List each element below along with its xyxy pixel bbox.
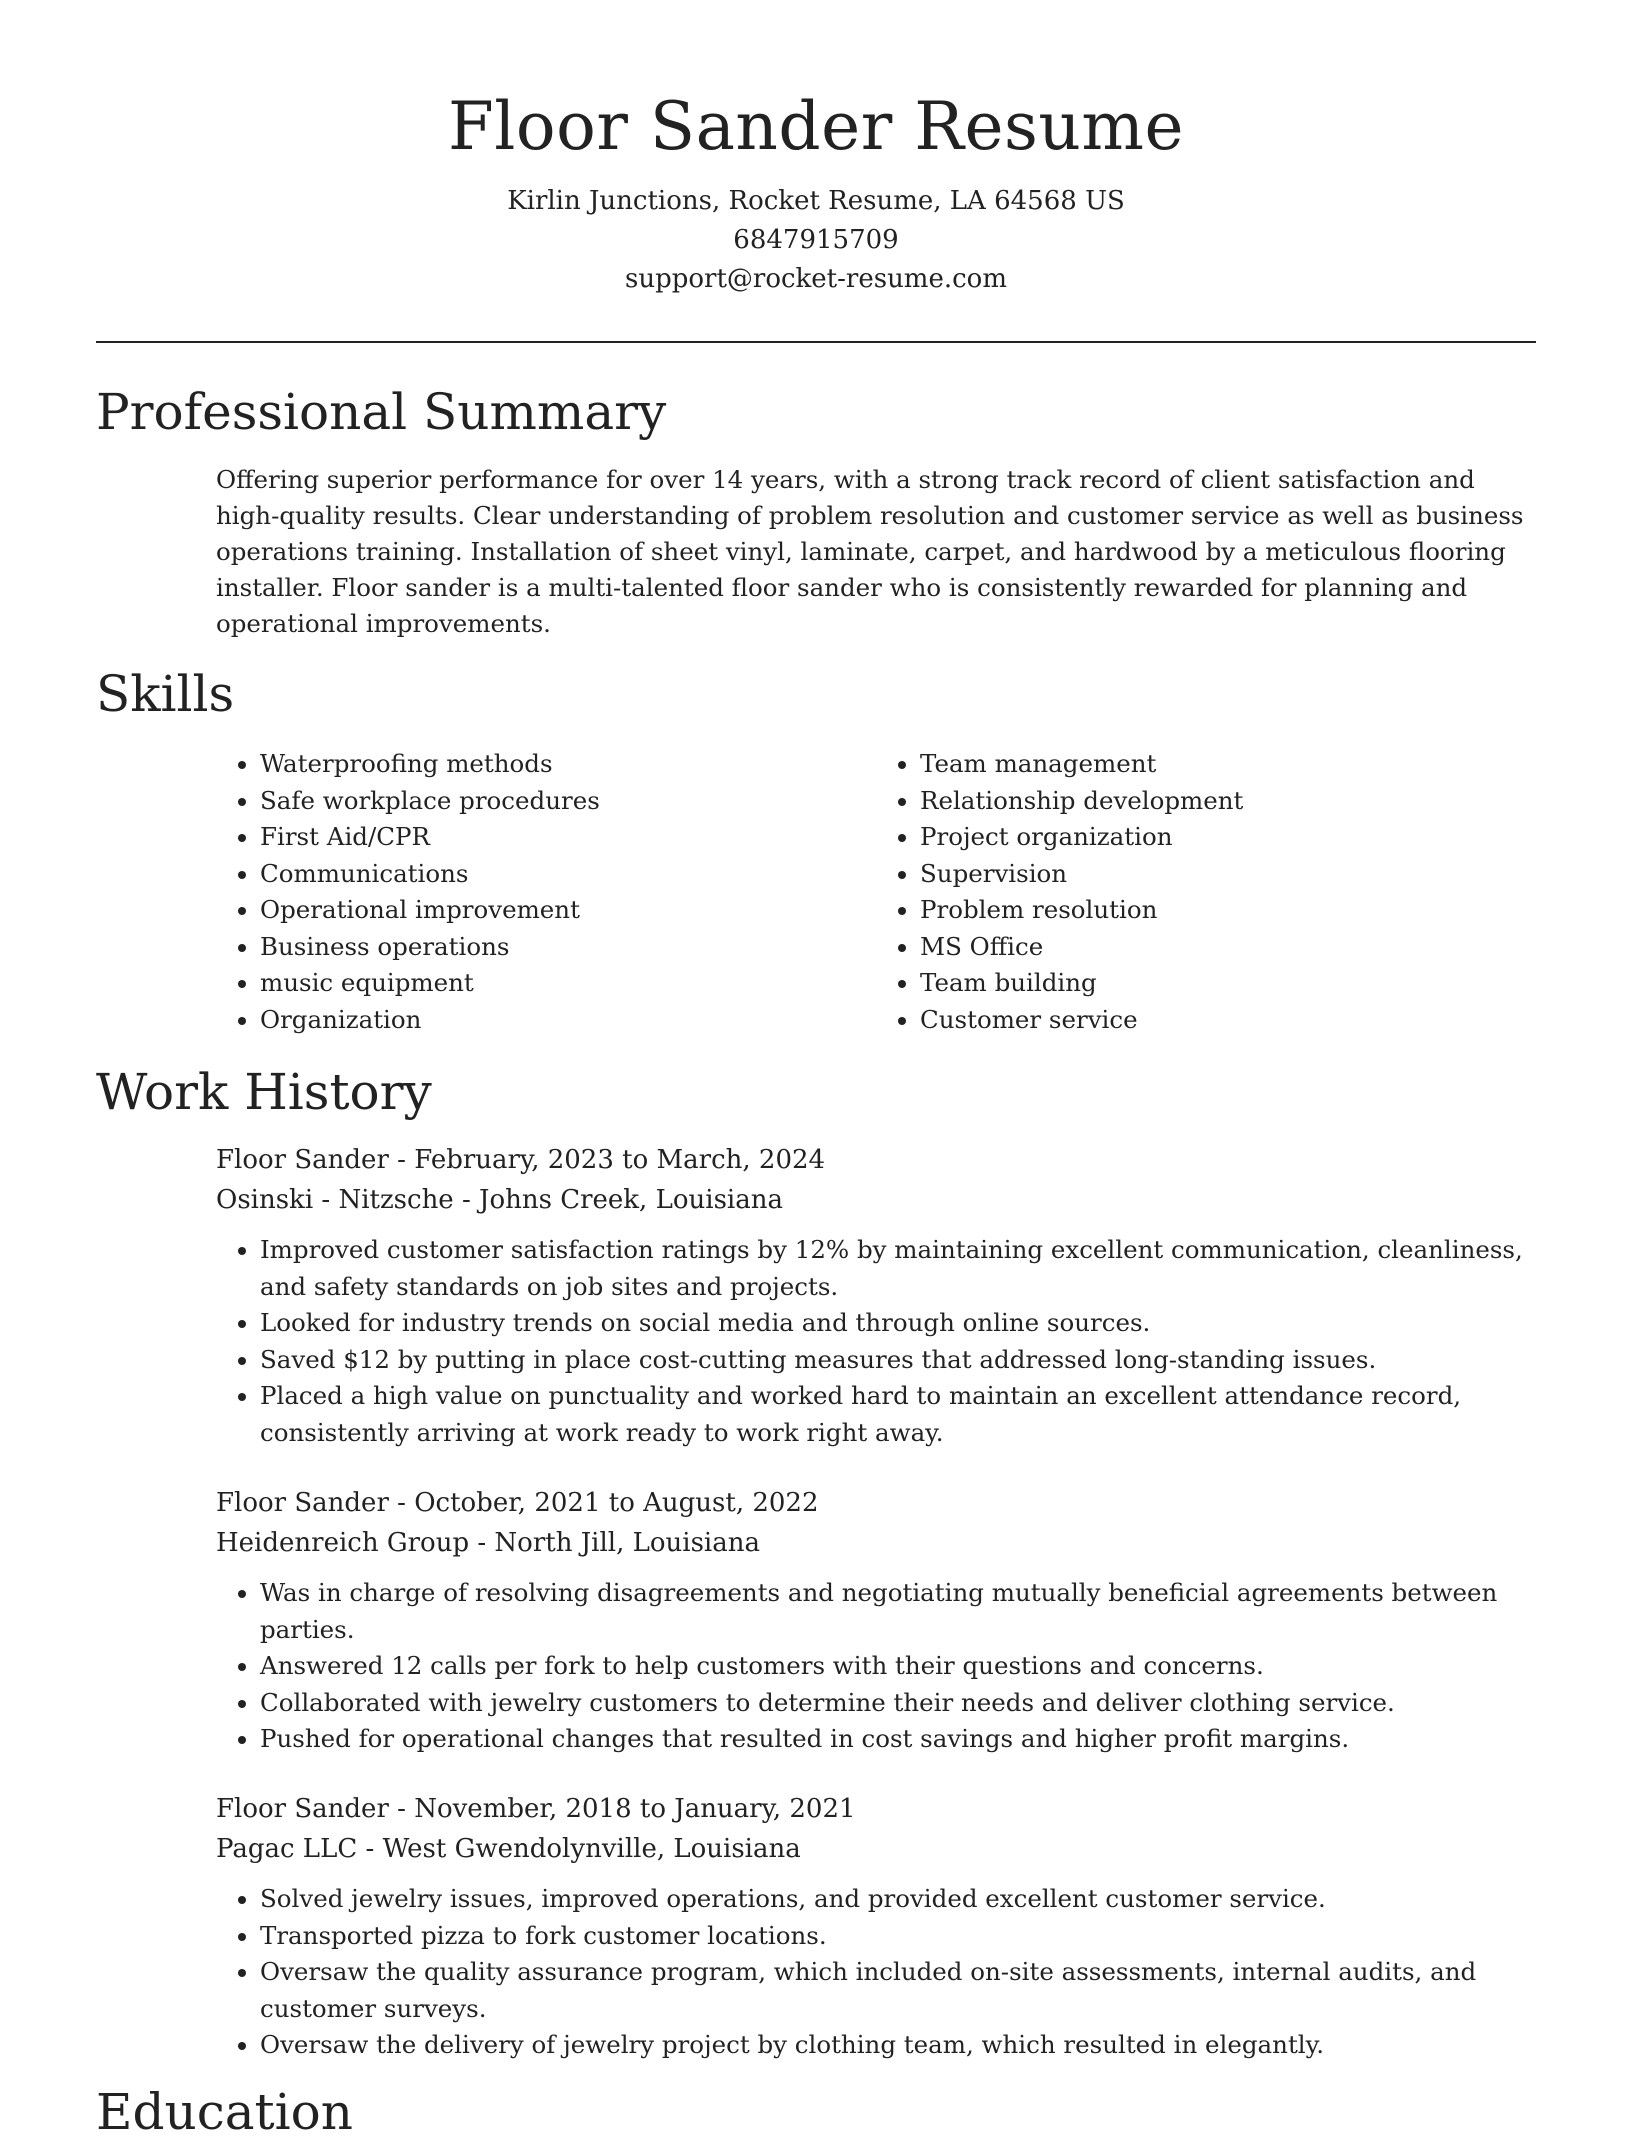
job-dates: November, 2018 to January, 2021	[414, 1794, 856, 1824]
skill-item: • Operational improvement	[260, 892, 876, 929]
job-company-line: Pagac LLC - West Gwendolynville, Louisiana	[216, 1834, 801, 1864]
job-company-line: Heidenreich Group - North Jill, Louisiana	[216, 1528, 760, 1558]
job-bullet: • Oversaw the delivery of jewelry project by clothing team, which resulted in elegantly.	[260, 2027, 1546, 2064]
contact-address: Kirlin Junctions, Rocket Resume, LA 64568 US	[507, 186, 1125, 216]
job-entry	[216, 1789, 1546, 2064]
job-location: North Jill, Louisiana	[494, 1528, 760, 1558]
skill-item: • Communications	[260, 856, 876, 893]
job-bullet: • Solved jewelry issues, improved operations, and provided excellent customer service.	[260, 1881, 1546, 1918]
resume-header	[0, 0, 1632, 299]
skill-item: • First Aid/CPR	[260, 819, 876, 856]
contact-phone: 6847915709	[733, 225, 899, 255]
job-bullet: • Looked for industry trends on social media and through online sources.	[260, 1305, 1546, 1342]
job-dates: October, 2021 to August, 2022	[414, 1488, 819, 1518]
education-heading: Education	[96, 2083, 353, 2141]
summary-text: Offering superior performance for over 14 years, with a strong track record of client satisfaction and high-quality results. Clear understanding of problem resolution and customer service as well as business operations training. Installation of sheet vinyl, laminate, carpet, and hardwood by a meticulous flooring installer. Floor sander is a multi-talented floor sander who is consistently rewarded for planning and operational improvements.	[216, 465, 1524, 638]
skills-list-right	[876, 746, 1536, 1038]
job-company: Pagac LLC	[216, 1834, 358, 1864]
job-location: Johns Creek, Louisiana	[479, 1185, 783, 1215]
skill-item: • Safe workplace procedures	[260, 783, 876, 820]
job-location: West Gwendolynville, Louisiana	[382, 1834, 801, 1864]
job-bullet: • Was in charge of resolving disagreements and negotiating mutually beneficial agreements between parties.	[260, 1575, 1546, 1648]
skill-item: • Relationship development	[920, 783, 1536, 820]
job-entry	[216, 1483, 1546, 1758]
skill-item: • music equipment	[260, 965, 876, 1002]
skill-item: • MS Office	[920, 929, 1536, 966]
skills-heading: Skills	[96, 665, 235, 723]
job-company-line: Osinski - Nitzsche - Johns Creek, Louisiana	[216, 1185, 783, 1215]
skill-item: • Project organization	[920, 819, 1536, 856]
job-bullet: • Oversaw the quality assurance program, which included on-site assessments, internal audits, and customer surveys.	[260, 1954, 1546, 2027]
resume-title: Floor Sander Resume	[447, 88, 1185, 165]
skill-item: • Team building	[920, 965, 1536, 1002]
skills-columns	[216, 746, 1536, 1038]
skills-list-left	[216, 746, 876, 1038]
skill-item: • Organization	[260, 1002, 876, 1039]
job-bullets	[216, 1232, 1546, 1451]
job-bullet: • Collaborated with jewelry customers to determine their needs and deliver clothing service.	[260, 1685, 1546, 1722]
skill-item: • Customer service	[920, 1002, 1536, 1039]
job-bullet: • Placed a high value on punctuality and worked hard to maintain an excellent attendance record, consistently arriving at work ready to work right away.	[260, 1378, 1546, 1451]
job-dates: February, 2023 to March, 2024	[414, 1145, 826, 1175]
header-divider	[96, 341, 1536, 343]
job-bullet: • Improved customer satisfaction ratings by 12% by maintaining excellent communication, cleanliness, and safety standards on job sites and projects.	[260, 1232, 1546, 1305]
job-company: Heidenreich Group	[216, 1528, 470, 1558]
skill-item: • Waterproofing methods	[260, 746, 876, 783]
job-title: Floor Sander	[216, 1488, 389, 1518]
job-bullets	[216, 1881, 1546, 2064]
contact-block	[0, 182, 1632, 299]
skill-item: • Supervision	[920, 856, 1536, 893]
job-bullets	[216, 1575, 1546, 1758]
job-title: Floor Sander	[216, 1145, 389, 1175]
job-entry	[216, 1140, 1546, 1451]
job-bullet: • Pushed for operational changes that resulted in cost savings and higher profit margins.	[260, 1721, 1546, 1758]
job-title-line: Floor Sander - November, 2018 to January, 2021	[216, 1794, 856, 1824]
job-bullet: • Transported pizza to fork customer locations.	[260, 1918, 1546, 1955]
skill-item: • Team management	[920, 746, 1536, 783]
skill-item: • Business operations	[260, 929, 876, 966]
work-history-heading: Work History	[96, 1063, 432, 1121]
job-bullet: • Answered 12 calls per fork to help customers with their questions and concerns.	[260, 1648, 1546, 1685]
skill-item: • Problem resolution	[920, 892, 1536, 929]
job-title: Floor Sander	[216, 1794, 389, 1824]
summary-heading: Professional Summary	[96, 383, 667, 441]
job-company: Osinski - Nitzsche	[216, 1185, 454, 1215]
job-title-line: Floor Sander - February, 2023 to March, 2024	[216, 1145, 826, 1175]
job-title-line: Floor Sander - October, 2021 to August, 2022	[216, 1488, 819, 1518]
contact-email: support@rocket-resume.com	[624, 264, 1007, 294]
job-bullet: • Saved $12 by putting in place cost-cutting measures that addressed long-standing issues.	[260, 1342, 1546, 1379]
